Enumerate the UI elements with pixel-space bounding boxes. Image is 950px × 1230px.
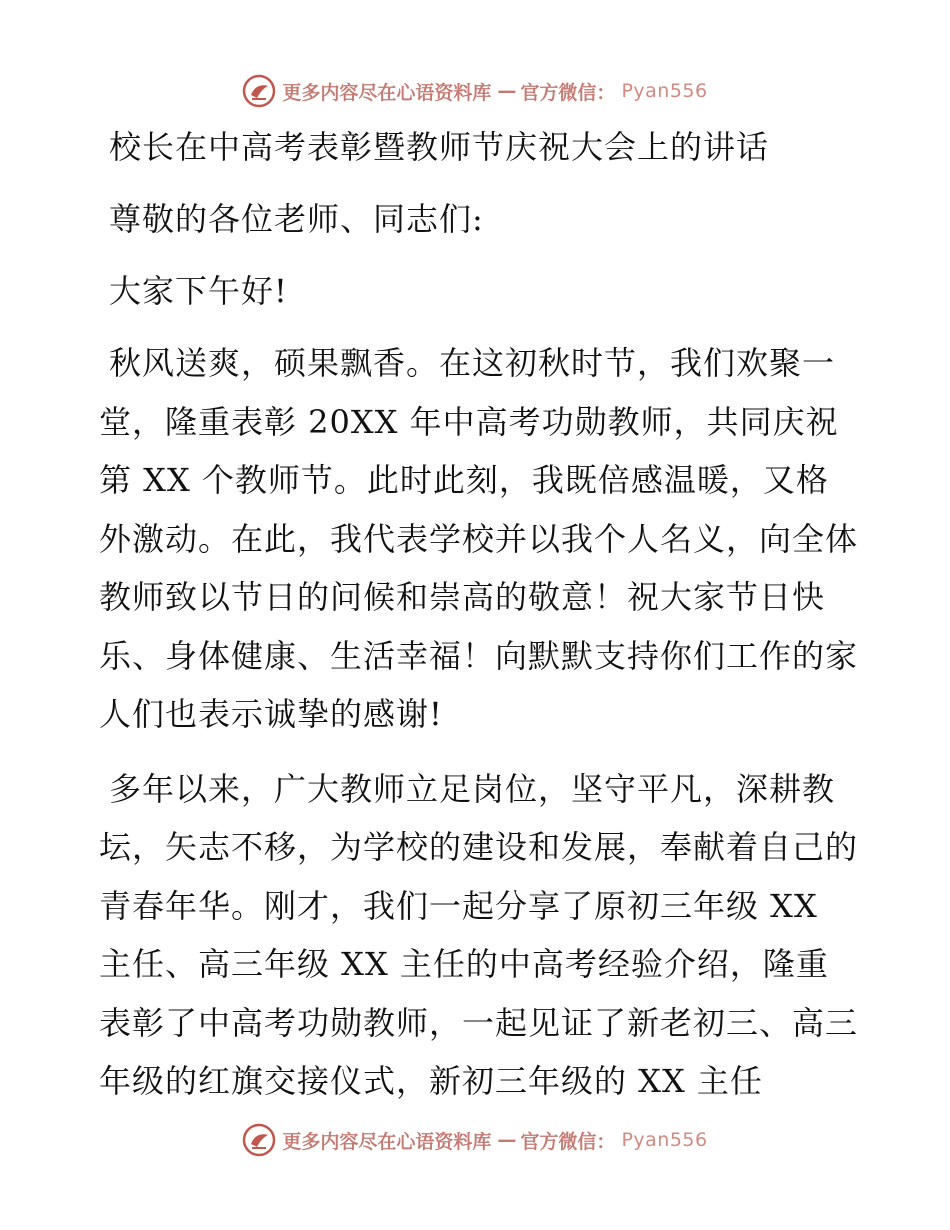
- watermark-wechat-id: Pyan556: [621, 1129, 708, 1151]
- greeting: 大家下午好!: [109, 272, 288, 310]
- watermark-separator: —: [497, 80, 515, 102]
- watermark-text: 更多内容尽在心语资料库: [282, 81, 492, 104]
- watermark-text: 更多内容尽在心语资料库: [282, 1130, 492, 1153]
- salutation: 尊敬的各位老师、同志们:: [109, 200, 484, 238]
- watermark-wechat-id: Pyan556: [621, 80, 708, 102]
- book-heart-logo-icon: [242, 74, 276, 108]
- watermark-wechat-label: 官方微信：: [520, 81, 616, 104]
- paragraph-2: 多年以来，广大教师立足岗位，坚守平凡，深耕教坛，矢志不移，为学校的建设和发展，奉献着自己的青春年华。刚才，我们一起分享了原初三年级 XX 主任、高三年级 XX 主任的中高考经验介绍，隆重表彰了中高考功勋教师，一起见证了新老初三、高三年级的红旗交接仪式，新初三年级的 XX 主任: [99, 769, 859, 1100]
- header-watermark: [0, 71, 950, 111]
- footer-watermark: [0, 1120, 950, 1160]
- watermark-wechat-label: 官方微信：: [520, 1130, 616, 1153]
- document-body: [99, 118, 859, 1111]
- book-heart-logo-icon: [242, 1123, 276, 1157]
- watermark-separator: —: [497, 1129, 515, 1151]
- document-title: 校长在中高考表彰暨教师节庆祝大会上的讲话: [109, 128, 770, 166]
- paragraph-1: 秋风送爽，硕果飘香。在这初秋时节，我们欢聚一堂，隆重表彰 20XX 年中高考功勋教师，共同庆祝第 XX 个教师节。此时此刻，我既倍感温暖，又格外激动。在此，我代表学校并以我个人名义，向全体教师致以节日的问候和崇高的敬意！祝大家节日快乐、身体健康、生活幸福！向默默支持你们工作的家人们也表示诚挚的感谢!: [99, 344, 859, 733]
